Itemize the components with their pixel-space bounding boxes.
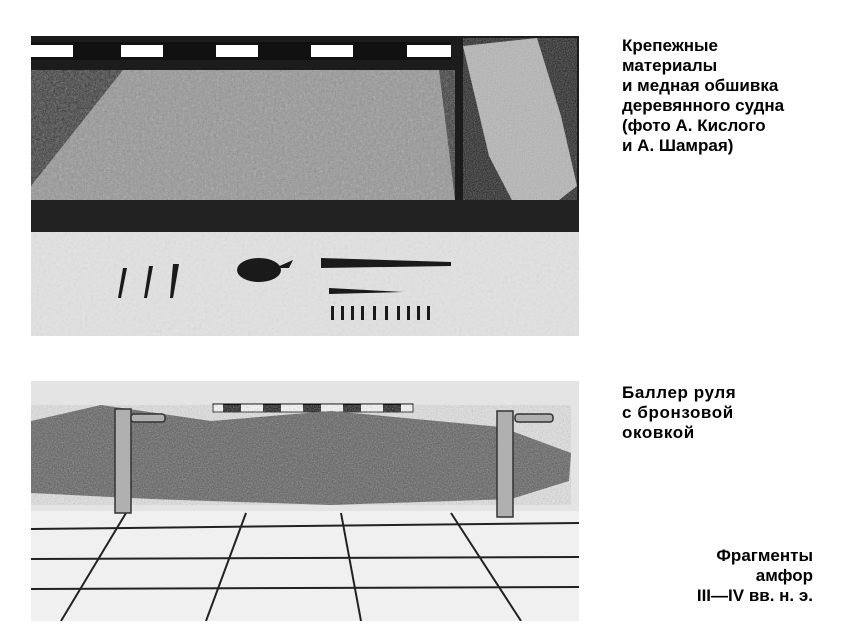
scale-bar-top [31, 42, 451, 60]
caption-fasteners: Крепежные материалы и медная обшивка деревянного судна (фото А. Кислого и А. Шамрая) [622, 36, 785, 155]
photo-rudder-stock [31, 381, 579, 621]
caption-amphorae: Фрагменты амфор III—IV вв. н. э. [696, 546, 813, 605]
caption-rudder-stock: Баллер руля с бронзовой оковкой [622, 383, 737, 442]
scale-bar-bottom [213, 404, 413, 412]
photo-fasteners-and-sheathing [31, 36, 579, 336]
